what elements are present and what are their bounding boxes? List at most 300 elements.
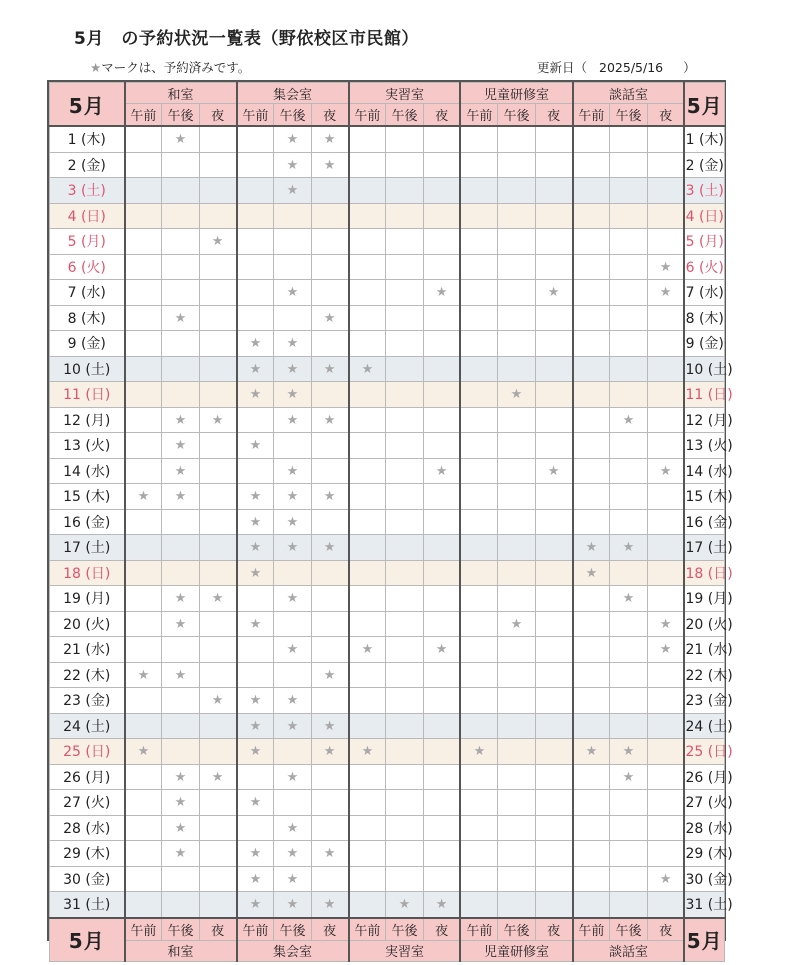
slot-cell [162, 866, 199, 892]
slot-cell [311, 764, 348, 790]
slot-cell [423, 331, 460, 357]
slot-cell [162, 892, 199, 918]
slot-cell [349, 407, 386, 433]
slot-cell [573, 458, 610, 484]
slot-cell [535, 739, 572, 765]
slot-cell [498, 305, 535, 331]
reserved-star-icon [498, 611, 535, 637]
slot-cell [535, 407, 572, 433]
reserved-star-icon [274, 815, 311, 841]
slot-cell [386, 662, 423, 688]
slot-cell [125, 152, 162, 178]
day-label: 13 (火) [50, 433, 125, 459]
slot-cell [199, 560, 236, 586]
slot-cell [460, 382, 497, 408]
reserved-star-icon [162, 484, 199, 510]
slot-cell [498, 407, 535, 433]
slot-cell [199, 254, 236, 280]
slot-cell [610, 509, 647, 535]
slot-cell [573, 484, 610, 510]
reserved-star-icon [274, 407, 311, 433]
slot-cell [647, 152, 684, 178]
slot-cell [647, 560, 684, 586]
slot-cell [199, 305, 236, 331]
month-label: 5月 [50, 83, 125, 127]
slot-cell [573, 203, 610, 229]
slot-cell [498, 509, 535, 535]
star-icon: ★ [90, 60, 102, 75]
slot-cell [423, 586, 460, 612]
slot-header: 午前 [125, 104, 162, 127]
reserved-star-icon [237, 560, 274, 586]
slot-cell [647, 126, 684, 152]
slot-cell [349, 790, 386, 816]
reserved-star-icon [573, 535, 610, 561]
day-row [50, 815, 725, 841]
slot-cell [349, 815, 386, 841]
slot-cell [386, 484, 423, 510]
day-label: 1 (木) [50, 126, 125, 152]
slot-cell [610, 892, 647, 918]
slot-cell [237, 280, 274, 306]
room-footer: 実習室 [349, 940, 461, 961]
day-label-right: 14 (水) [684, 458, 724, 484]
slot-cell [125, 305, 162, 331]
slot-cell [423, 764, 460, 790]
slot-cell [125, 790, 162, 816]
reserved-star-icon [274, 841, 311, 867]
slot-cell [162, 280, 199, 306]
reserved-star-icon [610, 586, 647, 612]
day-row [50, 611, 725, 637]
slot-cell [162, 229, 199, 255]
reserved-star-icon [274, 178, 311, 204]
day-label-right: 3 (土) [684, 178, 724, 204]
slot-cell [610, 356, 647, 382]
slot-cell [535, 892, 572, 918]
slot-cell [610, 790, 647, 816]
slot-cell [423, 203, 460, 229]
day-label-right: 13 (火) [684, 433, 724, 459]
reserved-star-icon [610, 407, 647, 433]
slot-footer: 午後 [386, 918, 423, 941]
reserved-star-icon [274, 764, 311, 790]
slot-cell [199, 841, 236, 867]
day-label: 4 (日) [50, 203, 125, 229]
day-row [50, 305, 725, 331]
slot-cell [498, 866, 535, 892]
reserved-star-icon [274, 152, 311, 178]
reserved-star-icon [311, 739, 348, 765]
slot-cell [498, 662, 535, 688]
slot-cell [237, 254, 274, 280]
slot-cell [498, 254, 535, 280]
footer-slot-row [50, 918, 725, 941]
room-footer: 集会室 [237, 940, 349, 961]
slot-cell [386, 611, 423, 637]
slot-cell [573, 586, 610, 612]
slot-cell [386, 178, 423, 204]
slot-cell [423, 841, 460, 867]
slot-cell [573, 713, 610, 739]
slot-cell [535, 662, 572, 688]
slot-cell [647, 586, 684, 612]
slot-cell [423, 152, 460, 178]
day-row [50, 560, 725, 586]
slot-cell [535, 713, 572, 739]
reserved-star-icon [349, 739, 386, 765]
slot-cell [573, 382, 610, 408]
slot-cell [199, 458, 236, 484]
slot-cell [498, 356, 535, 382]
slot-cell [423, 305, 460, 331]
slot-cell [199, 739, 236, 765]
slot-cell [386, 407, 423, 433]
slot-cell [349, 662, 386, 688]
day-label-right: 8 (木) [684, 305, 724, 331]
day-label: 23 (金) [50, 688, 125, 714]
day-label: 19 (月) [50, 586, 125, 612]
day-label-right: 17 (土) [684, 535, 724, 561]
day-label-right: 25 (日) [684, 739, 724, 765]
month-label-footer-right: 5月 [684, 918, 724, 962]
slot-cell [535, 560, 572, 586]
slot-cell [535, 382, 572, 408]
reserved-star-icon [162, 305, 199, 331]
slot-cell [498, 535, 535, 561]
reserved-star-icon [311, 484, 348, 510]
day-row [50, 254, 725, 280]
day-row [50, 688, 725, 714]
reserved-star-icon [162, 764, 199, 790]
reserved-star-icon [274, 892, 311, 918]
day-row [50, 841, 725, 867]
slot-cell [610, 280, 647, 306]
slot-cell [125, 229, 162, 255]
day-label: 17 (土) [50, 535, 125, 561]
reserved-star-icon [199, 407, 236, 433]
slot-cell [237, 458, 274, 484]
slot-cell [535, 433, 572, 459]
slot-cell [610, 637, 647, 663]
slot-cell [199, 331, 236, 357]
slot-cell [311, 331, 348, 357]
slot-cell [199, 484, 236, 510]
slot-cell [460, 815, 497, 841]
slot-cell [237, 152, 274, 178]
slot-cell [237, 178, 274, 204]
slot-cell [311, 815, 348, 841]
slot-cell [199, 535, 236, 561]
reserved-star-icon [311, 662, 348, 688]
slot-cell [423, 509, 460, 535]
footer-room-row [50, 940, 725, 961]
reserved-star-icon [199, 688, 236, 714]
legend-note [90, 58, 250, 76]
slot-cell [610, 152, 647, 178]
slot-cell [423, 484, 460, 510]
slot-cell [610, 866, 647, 892]
slot-cell [610, 305, 647, 331]
slot-cell [162, 178, 199, 204]
slot-cell [573, 229, 610, 255]
slot-cell [647, 433, 684, 459]
reserved-star-icon [647, 637, 684, 663]
day-label-right: 20 (火) [684, 611, 724, 637]
day-label: 5 (月) [50, 229, 125, 255]
slot-cell [423, 815, 460, 841]
reserved-star-icon [162, 841, 199, 867]
day-label: 29 (木) [50, 841, 125, 867]
slot-cell [125, 331, 162, 357]
slot-cell [237, 662, 274, 688]
slot-cell [125, 560, 162, 586]
slot-cell [498, 458, 535, 484]
slot-cell [386, 433, 423, 459]
slot-cell [535, 178, 572, 204]
slot-cell [647, 509, 684, 535]
slot-cell [573, 790, 610, 816]
slot-cell [647, 535, 684, 561]
slot-cell [460, 764, 497, 790]
slot-cell [535, 484, 572, 510]
slot-cell [311, 790, 348, 816]
slot-cell [162, 560, 199, 586]
slot-cell [610, 484, 647, 510]
reserved-star-icon [498, 382, 535, 408]
slot-cell [423, 866, 460, 892]
slot-cell [423, 713, 460, 739]
slot-cell [498, 331, 535, 357]
slot-cell [610, 560, 647, 586]
slot-cell [498, 203, 535, 229]
reserved-star-icon [423, 892, 460, 918]
slot-cell [349, 841, 386, 867]
slot-cell [162, 356, 199, 382]
day-label-right: 5 (月) [684, 229, 724, 255]
day-label-right: 7 (水) [684, 280, 724, 306]
slot-footer: 午前 [125, 918, 162, 941]
slot-header: 午前 [237, 104, 274, 127]
slot-cell [573, 433, 610, 459]
reserved-star-icon [274, 509, 311, 535]
reserved-star-icon [162, 126, 199, 152]
slot-cell [386, 560, 423, 586]
slot-cell [349, 713, 386, 739]
slot-cell [386, 203, 423, 229]
slot-cell [386, 382, 423, 408]
day-label-right: 18 (日) [684, 560, 724, 586]
slot-cell [647, 229, 684, 255]
reserved-star-icon [647, 611, 684, 637]
slot-cell [647, 382, 684, 408]
slot-cell [311, 688, 348, 714]
reserved-star-icon [162, 611, 199, 637]
slot-cell [349, 484, 386, 510]
slot-header: 夜 [647, 104, 684, 127]
reservation-table-frame [47, 80, 733, 960]
day-label-right: 6 (火) [684, 254, 724, 280]
reserved-star-icon [610, 535, 647, 561]
reserved-star-icon [274, 382, 311, 408]
slot-cell [573, 280, 610, 306]
slot-footer: 午後 [610, 918, 647, 941]
day-row [50, 586, 725, 612]
reserved-star-icon [162, 458, 199, 484]
day-row [50, 407, 725, 433]
slot-cell [125, 764, 162, 790]
slot-header: 午後 [274, 104, 311, 127]
slot-cell [647, 356, 684, 382]
slot-cell [498, 229, 535, 255]
slot-cell [423, 126, 460, 152]
slot-cell [162, 535, 199, 561]
day-label-right: 30 (金) [684, 866, 724, 892]
slot-cell [460, 509, 497, 535]
day-label-right: 22 (木) [684, 662, 724, 688]
slot-cell [423, 433, 460, 459]
slot-footer: 午後 [162, 918, 199, 941]
slot-cell [274, 254, 311, 280]
day-label: 27 (火) [50, 790, 125, 816]
reserved-star-icon [237, 713, 274, 739]
reserved-star-icon [311, 535, 348, 561]
slot-cell [125, 356, 162, 382]
slot-cell [349, 331, 386, 357]
slot-cell [199, 356, 236, 382]
slot-cell [498, 713, 535, 739]
slot-cell [498, 126, 535, 152]
slot-cell [573, 356, 610, 382]
slot-cell [386, 509, 423, 535]
reserved-star-icon [237, 739, 274, 765]
slot-cell [423, 790, 460, 816]
reserved-star-icon [349, 356, 386, 382]
slot-cell [162, 152, 199, 178]
slot-cell [349, 152, 386, 178]
day-row [50, 280, 725, 306]
slot-cell [573, 305, 610, 331]
slot-cell [460, 586, 497, 612]
slot-cell [311, 382, 348, 408]
slot-cell [535, 815, 572, 841]
slot-cell [535, 203, 572, 229]
slot-cell [647, 713, 684, 739]
slot-cell [349, 892, 386, 918]
slot-cell [162, 254, 199, 280]
slot-footer: 夜 [199, 918, 236, 941]
slot-cell [199, 637, 236, 663]
slot-cell [498, 892, 535, 918]
day-label-right: 11 (日) [684, 382, 724, 408]
slot-header: 午後 [610, 104, 647, 127]
reserved-star-icon [237, 892, 274, 918]
day-label: 10 (土) [50, 356, 125, 382]
slot-cell [386, 815, 423, 841]
slot-cell [125, 178, 162, 204]
slot-cell [498, 586, 535, 612]
slot-cell [610, 713, 647, 739]
slot-cell [610, 331, 647, 357]
reserved-star-icon [274, 126, 311, 152]
day-label-right: 31 (土) [684, 892, 724, 918]
slot-cell [199, 815, 236, 841]
reserved-star-icon [311, 713, 348, 739]
month-label-footer: 5月 [50, 918, 125, 962]
slot-cell [423, 356, 460, 382]
slot-cell [274, 433, 311, 459]
slot-footer: 午前 [349, 918, 386, 941]
slot-cell [498, 764, 535, 790]
reserved-star-icon [237, 484, 274, 510]
slot-cell [498, 560, 535, 586]
slot-cell [311, 254, 348, 280]
slot-cell [125, 407, 162, 433]
reserved-star-icon [311, 152, 348, 178]
day-label-right: 29 (木) [684, 841, 724, 867]
slot-cell [199, 713, 236, 739]
slot-cell [610, 611, 647, 637]
day-label-right: 27 (火) [684, 790, 724, 816]
day-label: 30 (金) [50, 866, 125, 892]
slot-cell [460, 790, 497, 816]
slot-cell [386, 586, 423, 612]
slot-cell [125, 458, 162, 484]
slot-cell [647, 764, 684, 790]
slot-footer: 午前 [573, 918, 610, 941]
reserved-star-icon [162, 662, 199, 688]
slot-cell [535, 841, 572, 867]
reserved-star-icon [647, 254, 684, 280]
slot-cell [460, 433, 497, 459]
slot-cell [460, 407, 497, 433]
day-label: 22 (木) [50, 662, 125, 688]
slot-cell [423, 407, 460, 433]
slot-cell [573, 688, 610, 714]
slot-cell [535, 229, 572, 255]
reserved-star-icon [423, 637, 460, 663]
slot-cell [386, 535, 423, 561]
slot-cell [573, 331, 610, 357]
slot-cell [311, 433, 348, 459]
slot-cell [535, 790, 572, 816]
slot-header: 午前 [349, 104, 386, 127]
slot-cell [237, 305, 274, 331]
reserved-star-icon [199, 764, 236, 790]
slot-cell [386, 152, 423, 178]
reserved-star-icon [199, 586, 236, 612]
slot-cell [610, 229, 647, 255]
slot-cell [423, 688, 460, 714]
slot-footer: 夜 [423, 918, 460, 941]
slot-cell [610, 662, 647, 688]
slot-footer: 夜 [311, 918, 348, 941]
slot-cell [498, 841, 535, 867]
slot-cell [460, 178, 497, 204]
day-label-right: 15 (木) [684, 484, 724, 510]
slot-cell [311, 458, 348, 484]
slot-cell [610, 433, 647, 459]
day-label: 6 (火) [50, 254, 125, 280]
reserved-star-icon [125, 484, 162, 510]
reserved-star-icon [237, 866, 274, 892]
slot-cell [535, 356, 572, 382]
updated-open-paren: （ [574, 60, 588, 75]
slot-cell [498, 790, 535, 816]
slot-cell [199, 126, 236, 152]
reserved-star-icon [162, 407, 199, 433]
day-label: 25 (日) [50, 739, 125, 765]
